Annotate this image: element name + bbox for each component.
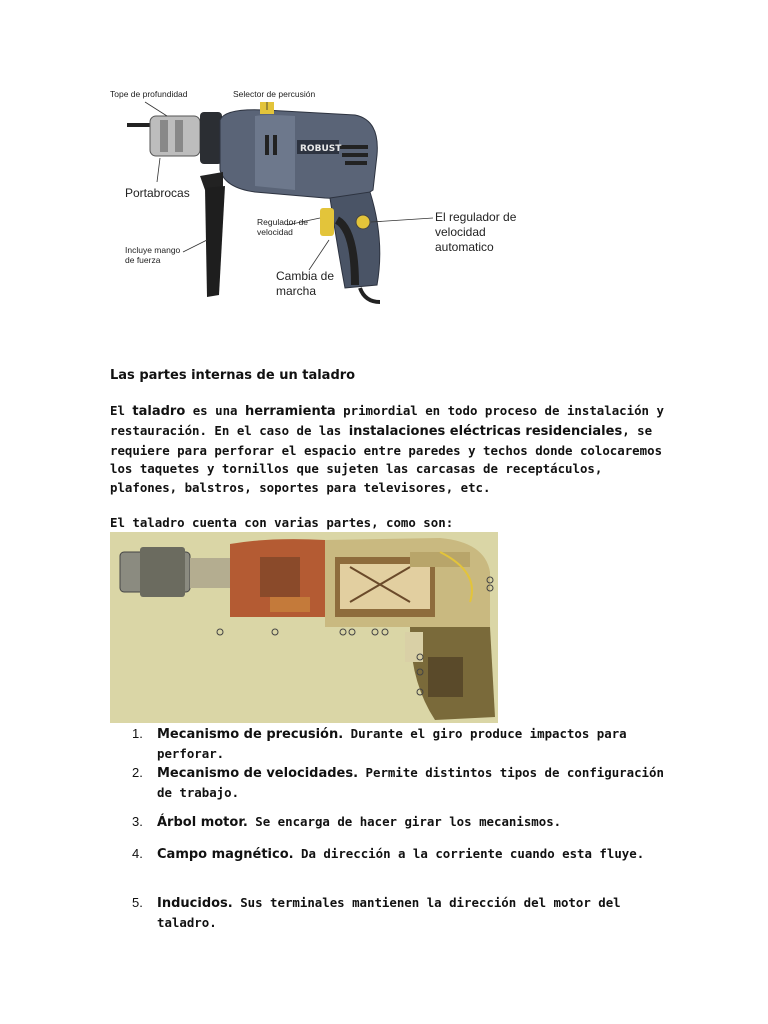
list-number: 1. bbox=[132, 726, 143, 741]
label-depth-stop: Tope de profundidad bbox=[110, 89, 188, 99]
section-heading: Las partes internas de un taladro bbox=[110, 368, 356, 383]
part-term: Mecanismo de velocidades. bbox=[157, 766, 359, 781]
parts-intro: El taladro cuenta con varias partes, como son: bbox=[110, 515, 454, 530]
part-description: Da dirección a la corriente cuando esta fluye. bbox=[293, 846, 645, 861]
list-text bbox=[157, 844, 667, 864]
keyword: taladro bbox=[132, 404, 186, 419]
part-term: Mecanismo de precusión. bbox=[157, 727, 344, 742]
part-description: Durante el giro produce impactos para perforar. bbox=[157, 726, 627, 761]
part-description: Permite distintos tipos de configuración de trabajo. bbox=[157, 765, 664, 800]
list-number: 5. bbox=[132, 895, 143, 910]
brand-label: ROBUST bbox=[300, 144, 342, 154]
label-reverse: Cambia de marcha bbox=[276, 269, 335, 298]
label-auto-speed: El regulador de velocidad automatico bbox=[435, 210, 517, 254]
label-handle: Incluye mango de fuerza bbox=[125, 245, 181, 265]
label-speed-regulator: Regulador de velocidad bbox=[257, 217, 309, 237]
paragraph-text: , se requiere para perforar el espacio entre paredes y techos donde colocaremos los taquetes y tornillos que sujeten las carcasas de receptáculos, plafones, balstros, soportes para televisores, etc. bbox=[110, 422, 663, 496]
list-number: 3. bbox=[132, 814, 143, 829]
paragraph-text: es una bbox=[185, 403, 245, 418]
part-description: Sus terminales mantienen la dirección del motor del taladro. bbox=[157, 895, 621, 930]
keyword: herramienta bbox=[244, 404, 336, 419]
label-chuck: Portabrocas bbox=[125, 186, 190, 200]
drill-cutaway-photo bbox=[110, 532, 498, 723]
part-term: Campo magnético. bbox=[157, 847, 294, 862]
list-number: 2. bbox=[132, 765, 143, 780]
paragraph-text: El bbox=[110, 403, 133, 418]
part-term: Inducidos. bbox=[157, 896, 233, 911]
keyword: instalaciones eléctricas residenciales bbox=[348, 423, 623, 439]
list-text bbox=[157, 812, 667, 832]
list-text bbox=[157, 893, 667, 932]
list-number: 4. bbox=[132, 846, 143, 861]
list-text bbox=[157, 763, 667, 802]
drill-diagram bbox=[105, 80, 525, 312]
paragraph-text: primordial en todo proceso de instalación y restauración. En el caso de las bbox=[110, 403, 664, 438]
list-text bbox=[157, 724, 667, 763]
part-description: Se encarga de hacer girar los mecanismos. bbox=[247, 814, 562, 829]
intro-paragraph bbox=[110, 402, 670, 498]
cutaway-illustration bbox=[110, 532, 498, 723]
label-percussion-selector: Selector de percusión bbox=[233, 89, 316, 99]
part-term: Árbol motor. bbox=[157, 815, 248, 830]
